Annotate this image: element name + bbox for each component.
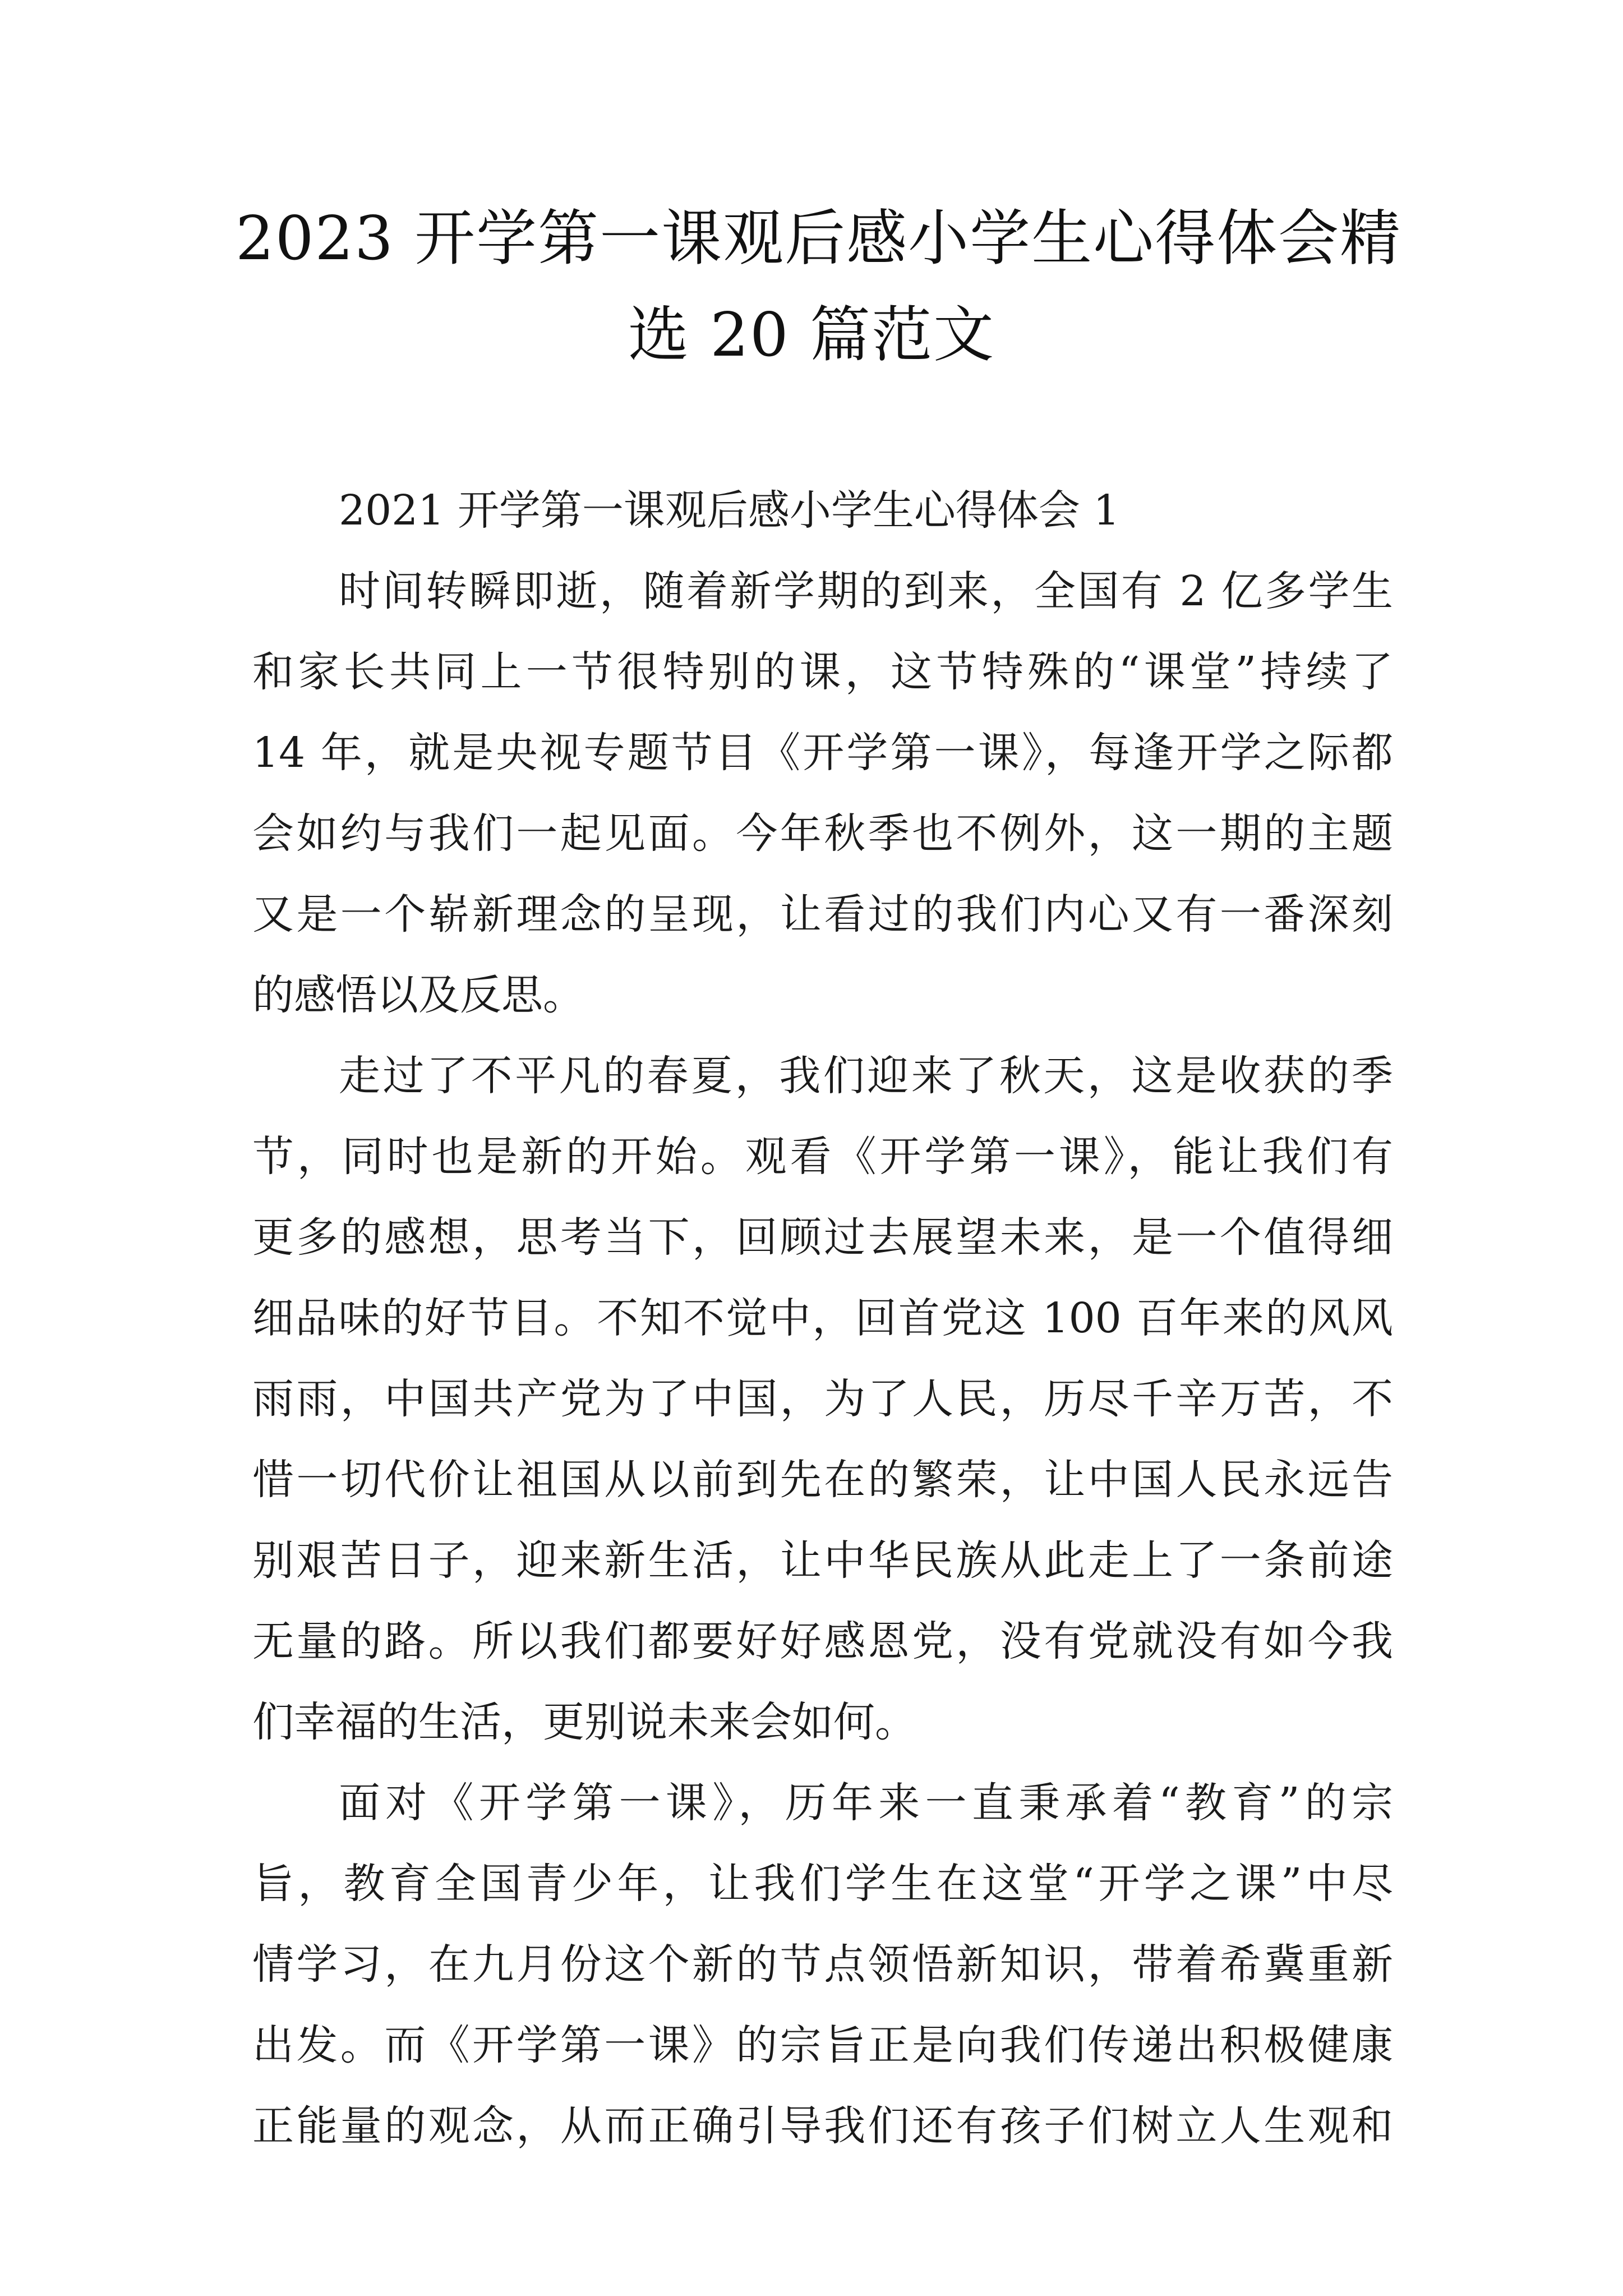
body-text-line: 别艰苦日子，迎来新生活，让中华民族从此走上了一条前途 [252,1536,1393,1585]
body-text-line: 更多的感想，思考当下，回顾过去展望未来，是一个值得细 [252,1213,1393,1262]
body-text-line: 又是一个崭新理念的呈现，让看过的我们内心又有一番深刻 [252,890,1393,938]
body-text-line: 细品味的好节目。不知不觉中，回首党这 100 百年来的风风 [252,1294,1393,1342]
body-text-line: 雨雨，中国共产党为了中国，为了人民，历尽千辛万苦，不 [252,1375,1393,1423]
body-text-line: 出发。而《开学第一课》的宗旨正是向我们传递出积极健康 [252,2021,1393,2069]
body-text-line: 无量的路。所以我们都要好好感恩党，没有党就没有如今我 [252,1617,1393,1665]
body-text-line: 情学习，在九月份这个新的节点领悟新知识，带着希冀重新 [252,1940,1393,1989]
body-text-line: 惜一切代价让祖国从以前到先在的繁荣，让中国人民永远告 [252,1456,1393,1504]
body-text-line: 和家长共同上一节很特别的课，这节特殊的“课堂”持续了 [252,648,1393,696]
body-text-line: 时间转瞬即逝，随着新学期的到来，全国有 2 亿多学生 [339,567,1393,615]
body-text-line: 走过了不平凡的春夏，我们迎来了秋天，这是收获的季 [339,1052,1393,1100]
body-text-line: 面对《开学第一课》，历年来一直秉承着“教育”的宗 [339,1779,1393,1827]
body-text-line: 们幸福的生活，更别说未来会如何。 [252,1698,916,1746]
body-text-line: 正能量的观念，从而正确引导我们还有孩子们树立人生观和 [252,2102,1393,2150]
body-text-line: 14 年，就是央视专题节目《开学第一课》，每逢开学之际都 [252,729,1393,777]
title-line-2: 选 20 篇范文 [628,300,995,370]
title-line-1: 2023 开学第一课观后感小学生心得体会精 [236,204,1402,274]
document-title [236,191,1402,384]
document-body [252,470,1393,2166]
body-text-line: 旨，教育全国青少年，让我们学生在这堂“开学之课”中尽 [252,1860,1393,1908]
body-text-line: 的感悟以及反思。 [252,971,584,1019]
body-text-line: 节，同时也是新的开始。观看《开学第一课》，能让我们有 [252,1133,1393,1181]
body-text-line: 会如约与我们一起见面。今年秋季也不例外，这一期的主题 [252,809,1393,858]
body-text-line: 2021 开学第一课观后感小学生心得体会 1 [339,486,1120,535]
